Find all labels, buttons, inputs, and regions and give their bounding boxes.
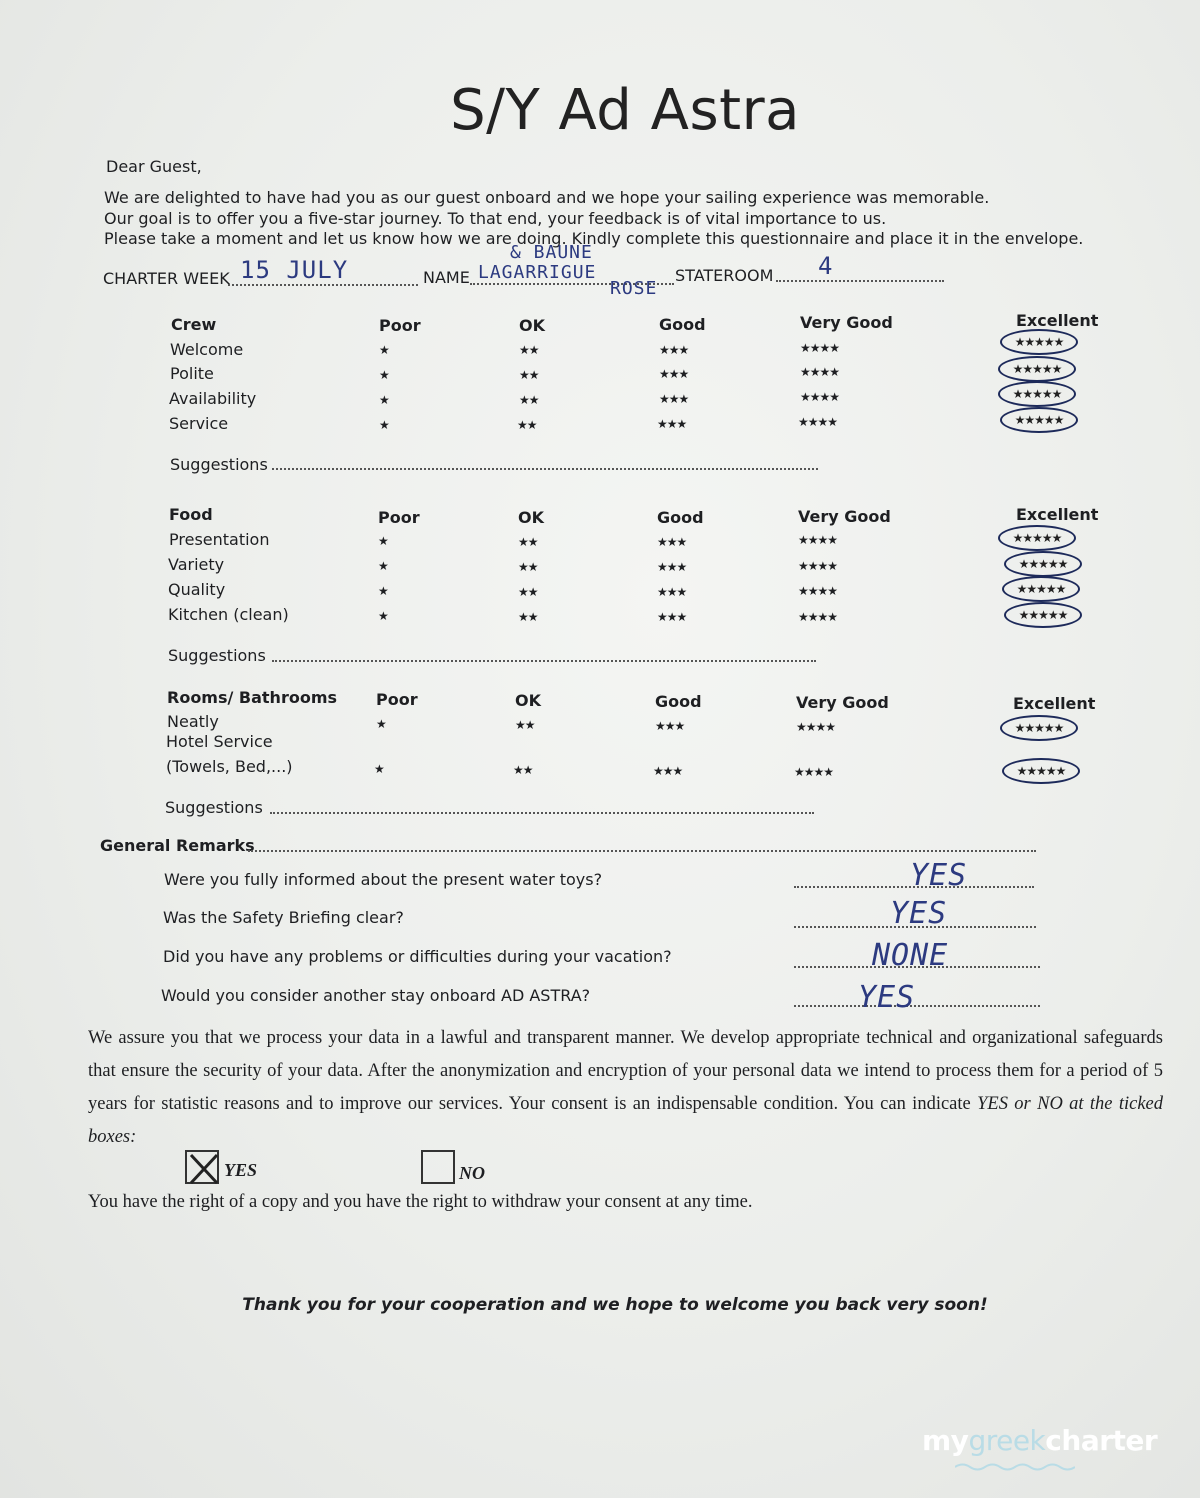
- food-quality-ok-stars[interactable]: ★★: [518, 585, 538, 599]
- food-item-quality: Quality: [168, 580, 226, 599]
- rooms-neatly-poor-stars[interactable]: ★: [376, 717, 386, 731]
- answer-line-another-stay: [794, 1005, 1040, 1007]
- food-presentation-excellent-circled[interactable]: ★★★★★: [998, 525, 1076, 551]
- food-item-kitchen: Kitchen (clean): [168, 605, 289, 624]
- intro-line-2: Our goal is to offer you a five-star journey. To that end, your feedback is of vital importance to us.: [104, 209, 887, 228]
- food-presentation-good-stars[interactable]: ★★★: [657, 535, 687, 549]
- crew-service-poor-stars[interactable]: ★: [379, 418, 389, 432]
- crew-availability-good-stars[interactable]: ★★★: [659, 392, 689, 406]
- food-item-variety: Variety: [168, 555, 225, 574]
- crew-polite-excellent-circled[interactable]: ★★★★★: [998, 356, 1076, 382]
- crew-welcome-excellent-circled[interactable]: ★★★★★: [1000, 329, 1078, 355]
- question-water-toys: Were you fully informed about the present water toys?: [164, 870, 603, 889]
- crew-col-very-good: Very Good: [800, 313, 893, 332]
- food-variety-excellent-circled[interactable]: ★★★★★: [1004, 551, 1082, 577]
- consent-paragraph: [88, 1022, 1163, 1154]
- crew-availability-poor-stars[interactable]: ★: [379, 393, 389, 407]
- food-quality-very-good-stars[interactable]: ★★★★: [798, 584, 838, 598]
- crew-item-polite: Polite: [170, 364, 214, 383]
- brand-part-greek: greek: [968, 1424, 1046, 1457]
- food-presentation-poor-stars[interactable]: ★: [378, 534, 388, 548]
- crew-polite-very-good-stars[interactable]: ★★★★: [800, 365, 840, 379]
- name-label: NAME: [423, 268, 470, 287]
- rooms-neatly-very-good-stars[interactable]: ★★★★: [796, 720, 836, 734]
- rooms-hotel-ok-stars[interactable]: ★★: [513, 763, 533, 777]
- crew-welcome-good-stars[interactable]: ★★★: [659, 343, 689, 357]
- food-suggestions-label: Suggestions: [168, 646, 266, 665]
- general-remarks-line[interactable]: [248, 850, 1036, 852]
- general-remarks-label: General Remarks: [100, 836, 255, 855]
- rooms-item-towels-bed: (Towels, Bed,...): [166, 757, 293, 776]
- crew-col-ok: OK: [519, 316, 545, 335]
- rooms-col-excellent: Excellent: [1013, 694, 1096, 713]
- crew-col-good: Good: [659, 315, 706, 334]
- crew-service-very-good-stars[interactable]: ★★★★: [798, 415, 838, 429]
- rooms-suggestions-label: Suggestions: [165, 798, 263, 817]
- answer-water-toys[interactable]: YES: [910, 858, 968, 893]
- brand-part-my: my: [922, 1424, 969, 1457]
- document-title: S/Y Ad Astra: [450, 78, 800, 143]
- rooms-neatly-excellent-circled[interactable]: ★★★★★: [1000, 715, 1078, 741]
- crew-polite-poor-stars[interactable]: ★: [379, 368, 389, 382]
- answer-problems[interactable]: NONE: [872, 938, 949, 973]
- food-suggestions-line[interactable]: [272, 660, 816, 662]
- food-variety-ok-stars[interactable]: ★★: [518, 560, 538, 574]
- intro-line-1: We are delighted to have had you as our guest onboard and we hope your sailing experience was memorable.: [104, 188, 990, 207]
- thanks-message: Thank you for your cooperation and we hope to welcome you back very soon!: [242, 1295, 988, 1315]
- brand-wave-icon: [955, 1462, 1075, 1472]
- crew-availability-excellent-circled[interactable]: ★★★★★: [998, 381, 1076, 407]
- food-variety-good-stars[interactable]: ★★★: [657, 560, 687, 574]
- question-safety-briefing: Was the Safety Briefing clear?: [163, 908, 404, 927]
- stateroom-value[interactable]: 4: [818, 252, 834, 280]
- crew-polite-ok-stars[interactable]: ★★: [519, 368, 539, 382]
- answer-safety-briefing[interactable]: YES: [890, 896, 948, 931]
- rooms-hotel-good-stars[interactable]: ★★★: [653, 764, 683, 778]
- crew-service-excellent-circled[interactable]: ★★★★★: [1000, 407, 1078, 433]
- crew-suggestions-line[interactable]: [272, 468, 818, 470]
- food-kitchen-excellent-circled[interactable]: ★★★★★: [1004, 602, 1082, 628]
- rooms-col-good: Good: [655, 692, 702, 711]
- crew-welcome-very-good-stars[interactable]: ★★★★: [800, 341, 840, 355]
- rooms-section-title: Rooms/ Bathrooms: [167, 688, 338, 707]
- food-item-presentation: Presentation: [169, 530, 270, 549]
- stateroom-label: STATEROOM: [675, 266, 774, 285]
- consent-rights: You have the right of a copy and you have the right to withdraw your consent at any time.: [88, 1192, 753, 1212]
- rooms-hotel-very-good-stars[interactable]: ★★★★: [794, 765, 834, 779]
- food-section-title: Food: [169, 505, 213, 524]
- food-presentation-very-good-stars[interactable]: ★★★★: [798, 533, 838, 547]
- rooms-col-very-good: Very Good: [796, 693, 889, 712]
- stateroom-line: [776, 280, 944, 282]
- crew-col-poor: Poor: [379, 316, 421, 335]
- crew-service-good-stars[interactable]: ★★★: [657, 417, 687, 431]
- consent-yes-checkbox[interactable]: [185, 1150, 219, 1184]
- food-quality-excellent-circled[interactable]: ★★★★★: [1002, 576, 1080, 602]
- rooms-col-ok: OK: [515, 691, 541, 710]
- charter-week-label: CHARTER WEEK: [103, 269, 230, 288]
- charter-week-value[interactable]: 15 JULY: [240, 256, 349, 284]
- question-another-stay: Would you consider another stay onboard AD ASTRA?: [161, 986, 591, 1005]
- question-problems: Did you have any problems or difficulties during your vacation?: [163, 947, 672, 966]
- food-kitchen-very-good-stars[interactable]: ★★★★: [798, 610, 838, 624]
- name-value-line-3[interactable]: ROSE: [610, 278, 658, 299]
- name-value-line-1[interactable]: & BAUNE: [510, 242, 593, 263]
- greeting: Dear Guest,: [106, 157, 202, 176]
- intro-line-3: Please take a moment and let us know how we are doing. Kindly complete this questionnaire and place it in the envelope.: [104, 229, 1084, 248]
- food-col-excellent: Excellent: [1016, 505, 1099, 524]
- crew-item-availability: Availability: [169, 389, 257, 408]
- food-col-ok: OK: [518, 508, 544, 527]
- food-presentation-ok-stars[interactable]: ★★: [518, 535, 538, 549]
- food-col-good: Good: [657, 508, 704, 527]
- crew-item-service: Service: [169, 414, 229, 433]
- consent-text: We assure you that we process your data in a lawful and transparent manner. We develop appropriate technical and organizational safeguards that ensure the security of your data. After the anonymization and encryption of your personal data we intend to process them for a period of 5 years for statistic reasons and to improve our services. Your consent is an indispensable condition. You can indicate: [88, 1028, 1163, 1114]
- food-quality-good-stars[interactable]: ★★★: [657, 585, 687, 599]
- consent-yes-label: YES: [224, 1160, 258, 1180]
- crew-welcome-poor-stars[interactable]: ★: [379, 343, 389, 357]
- consent-no-checkbox[interactable]: [421, 1150, 455, 1184]
- rooms-hotel-excellent-circled[interactable]: ★★★★★: [1002, 758, 1080, 784]
- brand-logo: [922, 1424, 1157, 1457]
- food-col-very-good: Very Good: [798, 507, 891, 526]
- food-kitchen-good-stars[interactable]: ★★★: [657, 610, 687, 624]
- crew-item-welcome: Welcome: [170, 340, 244, 359]
- name-value-line-2[interactable]: LAGARRIGUE: [478, 262, 597, 283]
- consent-no-label: NO: [459, 1163, 485, 1183]
- crew-welcome-ok-stars[interactable]: ★★: [519, 343, 539, 357]
- consent-tail: YES or NO at the ticked boxes:: [88, 1094, 1164, 1147]
- rooms-item-hotel-service: Hotel Service: [166, 732, 273, 751]
- food-quality-poor-stars[interactable]: ★: [378, 584, 388, 598]
- food-variety-very-good-stars[interactable]: ★★★★: [798, 559, 838, 573]
- charter-week-line: [228, 284, 418, 286]
- crew-suggestions-label: Suggestions: [170, 455, 268, 474]
- food-variety-poor-stars[interactable]: ★: [378, 559, 388, 573]
- crew-section-title: Crew: [171, 315, 217, 334]
- check-x-icon: [187, 1152, 221, 1186]
- crew-polite-good-stars[interactable]: ★★★: [659, 367, 689, 381]
- rooms-neatly-ok-stars[interactable]: ★★: [515, 718, 535, 732]
- rooms-item-neatly: Neatly: [167, 712, 219, 731]
- crew-service-ok-stars[interactable]: ★★: [517, 418, 537, 432]
- brand-part-charter: charter: [1045, 1424, 1158, 1457]
- food-col-poor: Poor: [378, 508, 420, 527]
- crew-availability-ok-stars[interactable]: ★★: [519, 393, 539, 407]
- rooms-suggestions-line[interactable]: [270, 812, 814, 814]
- rooms-neatly-good-stars[interactable]: ★★★: [655, 719, 685, 733]
- food-kitchen-ok-stars[interactable]: ★★: [518, 610, 538, 624]
- answer-another-stay[interactable]: YES: [858, 980, 916, 1015]
- rooms-hotel-poor-stars[interactable]: ★: [374, 762, 384, 776]
- crew-availability-very-good-stars[interactable]: ★★★★: [800, 390, 840, 404]
- food-kitchen-poor-stars[interactable]: ★: [378, 609, 388, 623]
- rooms-col-poor: Poor: [376, 690, 418, 709]
- crew-col-excellent: Excellent: [1016, 311, 1099, 330]
